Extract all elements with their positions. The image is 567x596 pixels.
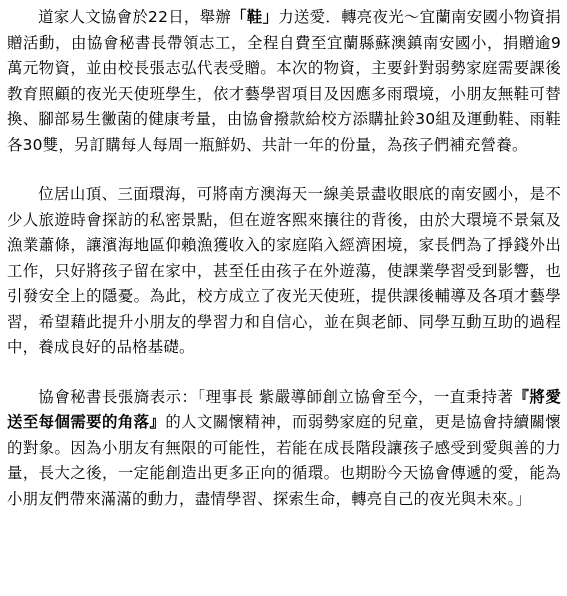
paragraph-donation-event <box>7 5 561 158</box>
text-segment: 道家人文協會於22日，舉辦 <box>38 8 232 26</box>
text-segment: 位居山頂、三面環海，可將南方澳海天一線美景盡收眼底的南安國小，是不少人旅遊時會探訪的私密景點，但在遊客熙來攘往的背後，由於大環境不景氣及漁業蕭條，讓濱海地區仰賴漁獲收入的家庭陷入經濟困境，家長們為了掙錢外出工作，只好將孩子留在家中，甚至任由孩子在外遊蕩，使課業學習受到影響，也引發安全上的隱憂。為此，校方成立了夜光天使班，提供課後輔導及各項才藝學習，希望藉此提升小朋友的學習力和自信心，並在與老師、同學互動互助的過程中，養成良好的品格基礎。 <box>7 185 561 356</box>
paragraph-school-background <box>7 182 561 361</box>
emphasis-segment: 『將愛送至每個需要的角落』 <box>7 387 561 431</box>
paragraph-secretary-quote <box>7 385 561 513</box>
text-segment: 協會秘書長張旖表示：「理事長 紫嚴導師創立協會至今，一直秉持著 <box>38 387 514 406</box>
text-segment: 的人文關懷精神，而弱勢家庭的兒童，更是協會持續關懷的對象。因為小朋友有無限的可能性，若能在成長階段讓孩子感受到愛與善的力量，長大之後，一定能創造出更多正向的循環。也期盼今天協會傳遞的愛，能為小朋友們帶來滿滿的動力，盡情學習、探索生命，轉亮自己的夜光與未來。」 <box>7 413 561 508</box>
text-segment: 力送愛．轉亮夜光～宜蘭南安國小物資捐贈活動，由協會秘書長帶領志工，全程自費至宜蘭縣蘇澳鎮南安國小，捐贈逾9萬元物資，並由校長張志弘代表受贈。本次的物資，主要針對弱勢家庭需要課後教育照顧的夜光天使班學生，依才藝學習項目及因應多雨環境，小朋友無鞋可替換、腳部易生黴菌的健康考量，由協會撥款給校方添購扯鈴30組及運動鞋、雨鞋各30雙，另訂購每人每周一瓶鮮奶、共計一年的份量，為孩子們補充營養。 <box>7 8 561 154</box>
emphasis-segment: 「鞋」 <box>231 8 279 26</box>
